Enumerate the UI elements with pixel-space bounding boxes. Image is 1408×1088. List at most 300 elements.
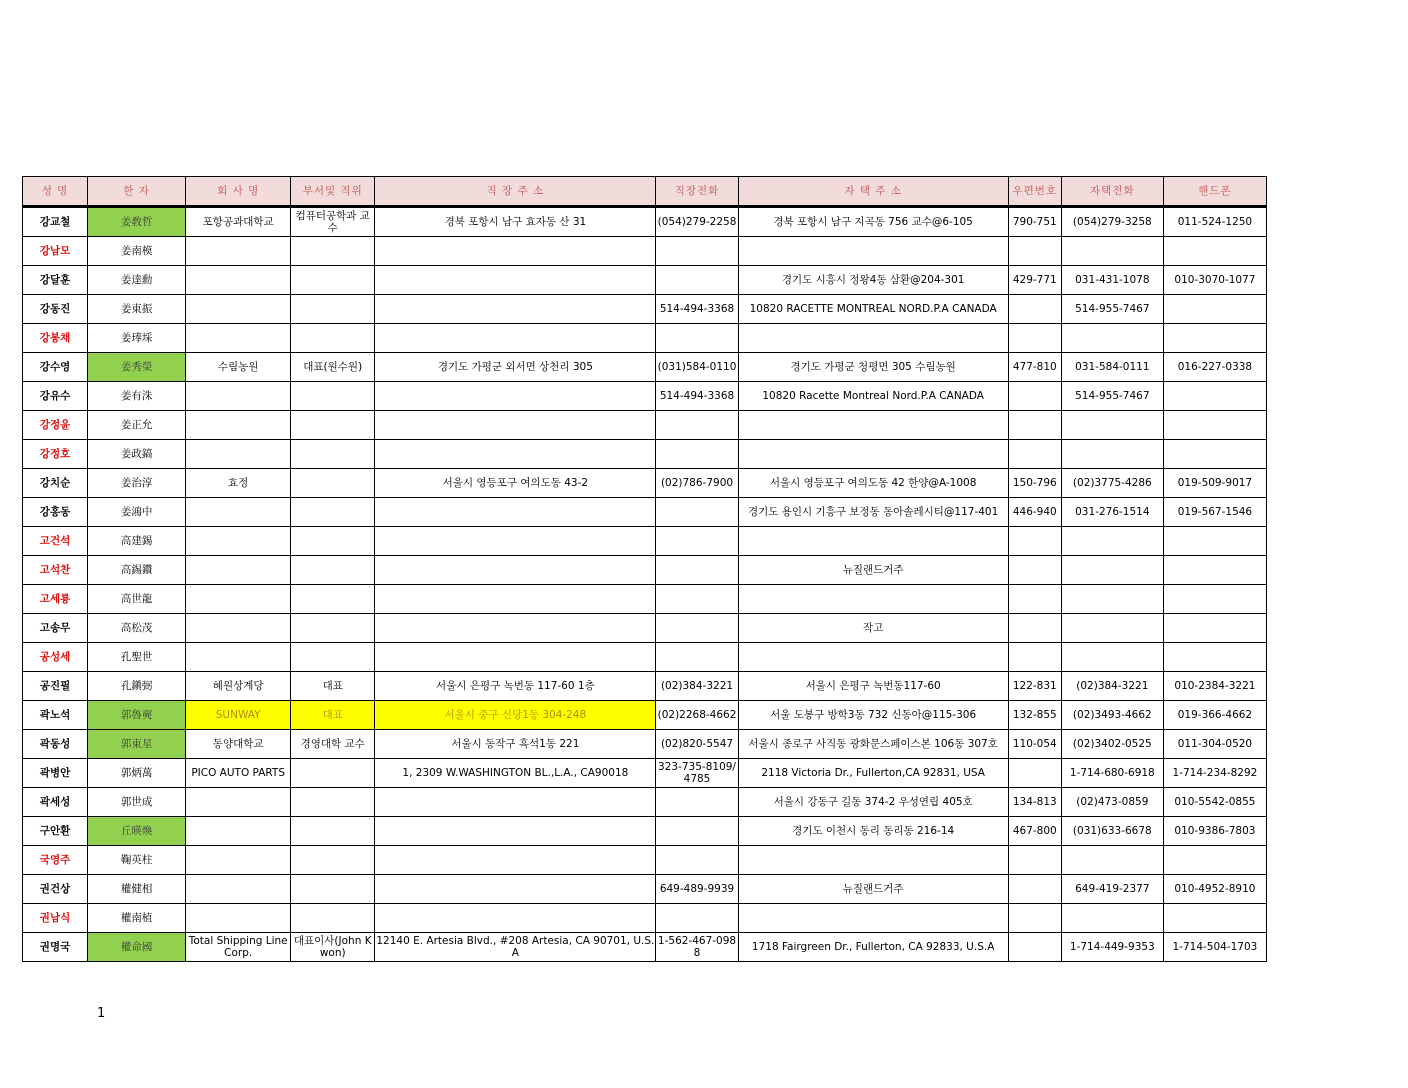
table-row — [23, 875, 1267, 904]
hanja-cell: 姜敎哲 — [88, 207, 186, 237]
work-address-cell — [375, 875, 656, 904]
name-cell: 고송무 — [23, 614, 88, 643]
company-cell — [186, 266, 291, 295]
home-phone-cell — [1061, 846, 1163, 875]
mobile-cell — [1163, 904, 1266, 933]
work-address-cell — [375, 846, 656, 875]
company-cell — [186, 846, 291, 875]
table-row — [23, 440, 1267, 469]
zip-cell — [1008, 846, 1061, 875]
home-phone-cell: 031-431-1078 — [1061, 266, 1163, 295]
table-row — [23, 527, 1267, 556]
dept-cell: 대표 — [291, 672, 375, 701]
work-address-cell: 1, 2309 W.WASHINGTON BL.,L.A., CA90018 — [375, 759, 656, 788]
mobile-cell — [1163, 846, 1266, 875]
hanja-cell: 高錫鑽 — [88, 556, 186, 585]
name-cell: 고건석 — [23, 527, 88, 556]
dept-cell: 대표(원수원) — [291, 353, 375, 382]
home-address-cell — [738, 324, 1008, 353]
table-row — [23, 469, 1267, 498]
table-row — [23, 382, 1267, 411]
dept-cell — [291, 266, 375, 295]
work-address-cell — [375, 295, 656, 324]
dept-cell — [291, 585, 375, 614]
zip-cell: 790-751 — [1008, 207, 1061, 237]
company-cell: 포항공과대학교 — [186, 207, 291, 237]
dept-cell — [291, 643, 375, 672]
name-cell: 고석찬 — [23, 556, 88, 585]
mobile-cell — [1163, 614, 1266, 643]
dept-cell — [291, 440, 375, 469]
home-phone-cell — [1061, 904, 1163, 933]
home-address-cell: 경기도 용인시 기흥구 보정동 동아솔레시티@117-401 — [738, 498, 1008, 527]
contact-table — [22, 176, 1267, 962]
mobile-cell: 010-4952-8910 — [1163, 875, 1266, 904]
company-cell — [186, 237, 291, 266]
company-cell: 효정 — [186, 469, 291, 498]
work-phone-cell — [656, 324, 738, 353]
mobile-cell: 011-524-1250 — [1163, 207, 1266, 237]
name-cell: 곽노석 — [23, 701, 88, 730]
table-row — [23, 556, 1267, 585]
home-address-cell: 서울시 종로구 사직동 광화문스페이스본 106동 307호 — [738, 730, 1008, 759]
work-address-cell — [375, 904, 656, 933]
zip-cell — [1008, 440, 1061, 469]
dept-cell — [291, 817, 375, 846]
zip-cell: 134-813 — [1008, 788, 1061, 817]
home-address-cell: 뉴질랜드거주 — [738, 556, 1008, 585]
table-row — [23, 295, 1267, 324]
table-body — [23, 207, 1267, 962]
dept-cell: 경영대학 교수 — [291, 730, 375, 759]
zip-cell — [1008, 324, 1061, 353]
dept-cell — [291, 614, 375, 643]
header-mobile: 핸드폰 — [1163, 177, 1266, 207]
mobile-cell — [1163, 237, 1266, 266]
company-cell: 수림농원 — [186, 353, 291, 382]
name-cell: 강달훈 — [23, 266, 88, 295]
work-phone-cell: (054)279-2258 — [656, 207, 738, 237]
home-address-cell: 작고 — [738, 614, 1008, 643]
table-row — [23, 585, 1267, 614]
dept-cell — [291, 411, 375, 440]
name-cell: 공성세 — [23, 643, 88, 672]
table-row — [23, 817, 1267, 846]
home-phone-cell — [1061, 411, 1163, 440]
dept-cell: 대표 — [291, 701, 375, 730]
table-row — [23, 207, 1267, 237]
company-cell — [186, 788, 291, 817]
home-address-cell: 서울시 강동구 길동 374-2 우성연립 405호 — [738, 788, 1008, 817]
home-phone-cell: (02)384-3221 — [1061, 672, 1163, 701]
mobile-cell — [1163, 643, 1266, 672]
home-address-cell — [738, 585, 1008, 614]
header-work-address: 직 장 주 소 — [375, 177, 656, 207]
page-number: 1 — [97, 1006, 106, 1021]
company-cell: PICO AUTO PARTS — [186, 759, 291, 788]
company-cell — [186, 875, 291, 904]
work-phone-cell — [656, 846, 738, 875]
name-cell: 강봉채 — [23, 324, 88, 353]
mobile-cell — [1163, 382, 1266, 411]
work-address-cell: 경기도 가평군 외서면 상천리 305 — [375, 353, 656, 382]
header-company: 회 사 명 — [186, 177, 291, 207]
zip-cell: 446-940 — [1008, 498, 1061, 527]
table-row — [23, 498, 1267, 527]
home-phone-cell: 031-584-0111 — [1061, 353, 1163, 382]
dept-cell — [291, 324, 375, 353]
home-address-cell: 서울시 은평구 녹번동117-60 — [738, 672, 1008, 701]
header-home-phone: 자택전화 — [1061, 177, 1163, 207]
table-row — [23, 266, 1267, 295]
table-row — [23, 730, 1267, 759]
table-row — [23, 788, 1267, 817]
table-row — [23, 643, 1267, 672]
company-cell — [186, 527, 291, 556]
home-phone-cell: (02)473-0859 — [1061, 788, 1163, 817]
home-phone-cell: (054)279-3258 — [1061, 207, 1163, 237]
zip-cell — [1008, 585, 1061, 614]
table-row — [23, 324, 1267, 353]
name-cell: 강동진 — [23, 295, 88, 324]
company-cell — [186, 498, 291, 527]
home-phone-cell — [1061, 440, 1163, 469]
dept-cell — [291, 382, 375, 411]
work-phone-cell: (02)384-3221 — [656, 672, 738, 701]
table-row — [23, 701, 1267, 730]
dept-cell — [291, 846, 375, 875]
home-address-cell: 서울시 영등포구 여의도동 42 한양@A-1008 — [738, 469, 1008, 498]
work-address-cell — [375, 585, 656, 614]
work-address-cell: 12140 E. Artesia Blvd., #208 Artesia, CA 90701, U.S.A — [375, 933, 656, 962]
name-cell: 곽병안 — [23, 759, 88, 788]
mobile-cell: 019-567-1546 — [1163, 498, 1266, 527]
name-cell: 강남모 — [23, 237, 88, 266]
work-phone-cell — [656, 237, 738, 266]
mobile-cell — [1163, 585, 1266, 614]
zip-cell — [1008, 933, 1061, 962]
dept-cell — [291, 498, 375, 527]
name-cell: 곽동성 — [23, 730, 88, 759]
work-phone-cell — [656, 527, 738, 556]
table-row — [23, 759, 1267, 788]
work-address-cell — [375, 643, 656, 672]
work-phone-cell — [656, 904, 738, 933]
work-phone-cell — [656, 440, 738, 469]
home-phone-cell — [1061, 585, 1163, 614]
home-phone-cell: (031)633-6678 — [1061, 817, 1163, 846]
name-cell: 강정호 — [23, 440, 88, 469]
table-row — [23, 672, 1267, 701]
home-address-cell — [738, 440, 1008, 469]
home-phone-cell — [1061, 614, 1163, 643]
work-phone-cell — [656, 788, 738, 817]
home-phone-cell — [1061, 643, 1163, 672]
dept-cell — [291, 469, 375, 498]
name-cell: 강치순 — [23, 469, 88, 498]
mobile-cell: 1-714-504-1703 — [1163, 933, 1266, 962]
home-phone-cell: 1-714-680-6918 — [1061, 759, 1163, 788]
dept-cell: 대표이사(John Kwon) — [291, 933, 375, 962]
work-address-cell — [375, 237, 656, 266]
work-address-cell — [375, 527, 656, 556]
zip-cell: 477-810 — [1008, 353, 1061, 382]
home-address-cell: 경기도 가평군 청평면 305 수림농원 — [738, 353, 1008, 382]
work-address-cell — [375, 411, 656, 440]
work-address-cell: 서울시 중구 신당1동 304-248 — [375, 701, 656, 730]
dept-cell — [291, 237, 375, 266]
home-address-cell — [738, 904, 1008, 933]
hanja-cell: 姜琫埰 — [88, 324, 186, 353]
home-address-cell — [738, 527, 1008, 556]
home-phone-cell: (02)3493-4662 — [1061, 701, 1163, 730]
home-phone-cell: 031-276-1514 — [1061, 498, 1163, 527]
home-address-cell: 2118 Victoria Dr., Fullerton,CA 92831, USA — [738, 759, 1008, 788]
company-cell — [186, 614, 291, 643]
name-cell: 권남식 — [23, 904, 88, 933]
work-phone-cell — [656, 266, 738, 295]
company-cell — [186, 585, 291, 614]
mobile-cell — [1163, 411, 1266, 440]
header-work-phone: 직장전화 — [656, 177, 738, 207]
work-phone-cell: (02)820-5547 — [656, 730, 738, 759]
home-address-cell: 경기도 시흥시 정왕4동 삼환@204-301 — [738, 266, 1008, 295]
table-row — [23, 411, 1267, 440]
hanja-cell: 姜正允 — [88, 411, 186, 440]
company-cell — [186, 324, 291, 353]
home-phone-cell: (02)3775-4286 — [1061, 469, 1163, 498]
work-phone-cell — [656, 643, 738, 672]
company-cell — [186, 411, 291, 440]
company-cell — [186, 295, 291, 324]
zip-cell — [1008, 643, 1061, 672]
work-phone-cell: 649-489-9939 — [656, 875, 738, 904]
hanja-cell: 高松茂 — [88, 614, 186, 643]
hanja-cell: 權南植 — [88, 904, 186, 933]
company-cell: 동양대학교 — [186, 730, 291, 759]
mobile-cell: 010-9386-7803 — [1163, 817, 1266, 846]
mobile-cell — [1163, 295, 1266, 324]
company-cell: SUNWAY — [186, 701, 291, 730]
work-address-cell — [375, 556, 656, 585]
home-phone-cell: 514-955-7467 — [1061, 295, 1163, 324]
company-cell: 혜원상계당 — [186, 672, 291, 701]
header-row — [23, 177, 1267, 207]
name-cell: 권건상 — [23, 875, 88, 904]
hanja-cell: 姜達勳 — [88, 266, 186, 295]
company-cell — [186, 904, 291, 933]
zip-cell — [1008, 295, 1061, 324]
hanja-cell: 姜南模 — [88, 237, 186, 266]
zip-cell — [1008, 875, 1061, 904]
hanja-cell: 郭東星 — [88, 730, 186, 759]
dept-cell — [291, 788, 375, 817]
work-address-cell — [375, 788, 656, 817]
work-address-cell: 서울시 동작구 흑석1동 221 — [375, 730, 656, 759]
company-cell — [186, 817, 291, 846]
home-phone-cell: 514-955-7467 — [1061, 382, 1163, 411]
zip-cell — [1008, 237, 1061, 266]
work-phone-cell — [656, 614, 738, 643]
header-zip: 우편번호 — [1008, 177, 1061, 207]
company-cell — [186, 440, 291, 469]
name-cell: 고세룡 — [23, 585, 88, 614]
zip-cell: 132-855 — [1008, 701, 1061, 730]
table-row — [23, 353, 1267, 382]
home-phone-cell — [1061, 527, 1163, 556]
home-phone-cell: 649-419-2377 — [1061, 875, 1163, 904]
dept-cell: 컴퓨터공학과 교수 — [291, 207, 375, 237]
home-address-cell — [738, 846, 1008, 875]
name-cell: 공진필 — [23, 672, 88, 701]
dept-cell — [291, 904, 375, 933]
dept-cell — [291, 875, 375, 904]
zip-cell — [1008, 556, 1061, 585]
work-address-cell — [375, 498, 656, 527]
name-cell: 강홍동 — [23, 498, 88, 527]
zip-cell — [1008, 382, 1061, 411]
work-phone-cell — [656, 411, 738, 440]
mobile-cell: 011-304-0520 — [1163, 730, 1266, 759]
home-phone-cell — [1061, 237, 1163, 266]
zip-cell — [1008, 411, 1061, 440]
dept-cell — [291, 295, 375, 324]
zip-cell: 467-800 — [1008, 817, 1061, 846]
mobile-cell: 010-5542-0855 — [1163, 788, 1266, 817]
home-address-cell: 서울 도봉구 방학3동 732 신동아@115-306 — [738, 701, 1008, 730]
mobile-cell: 010-3070-1077 — [1163, 266, 1266, 295]
work-address-cell: 경북 포항시 남구 효자동 산 31 — [375, 207, 656, 237]
header-dept: 부서및 직위 — [291, 177, 375, 207]
home-phone-cell: (02)3402-0525 — [1061, 730, 1163, 759]
work-phone-cell — [656, 556, 738, 585]
header-home-address: 자 택 주 소 — [738, 177, 1008, 207]
dept-cell — [291, 759, 375, 788]
work-address-cell: 서울시 은평구 녹번동 117-60 1층 — [375, 672, 656, 701]
table-row — [23, 237, 1267, 266]
name-cell: 구안환 — [23, 817, 88, 846]
hanja-cell: 姜秀榮 — [88, 353, 186, 382]
home-phone-cell — [1061, 556, 1163, 585]
mobile-cell — [1163, 527, 1266, 556]
work-phone-cell — [656, 498, 738, 527]
home-address-cell: 경북 포항시 남구 지곡동 756 교수@6-105 — [738, 207, 1008, 237]
name-cell: 강교철 — [23, 207, 88, 237]
mobile-cell — [1163, 556, 1266, 585]
work-address-cell — [375, 614, 656, 643]
home-address-cell: 1718 Fairgreen Dr., Fullerton, CA 92833, U.S.A — [738, 933, 1008, 962]
work-address-cell — [375, 324, 656, 353]
company-cell: Total Shipping Line Corp. — [186, 933, 291, 962]
home-address-cell: 10820 RACETTE MONTREAL NORD.P.A CANADA — [738, 295, 1008, 324]
zip-cell: 429-771 — [1008, 266, 1061, 295]
table-row — [23, 933, 1267, 962]
zip-cell: 122-831 — [1008, 672, 1061, 701]
work-phone-cell: 514-494-3368 — [656, 295, 738, 324]
hanja-cell: 姜鴻中 — [88, 498, 186, 527]
mobile-cell: 016-227-0338 — [1163, 353, 1266, 382]
company-cell — [186, 382, 291, 411]
hanja-cell: 郭炳萬 — [88, 759, 186, 788]
work-phone-cell: 1-562-467-0988 — [656, 933, 738, 962]
name-cell: 강수영 — [23, 353, 88, 382]
home-address-cell: 뉴질랜드거주 — [738, 875, 1008, 904]
hanja-cell: 孔聖世 — [88, 643, 186, 672]
dept-cell — [291, 556, 375, 585]
mobile-cell: 1-714-234-8292 — [1163, 759, 1266, 788]
work-phone-cell: 514-494-3368 — [656, 382, 738, 411]
dept-cell — [291, 527, 375, 556]
zip-cell: 110-054 — [1008, 730, 1061, 759]
mobile-cell: 010-2384-3221 — [1163, 672, 1266, 701]
mobile-cell: 019-509-9017 — [1163, 469, 1266, 498]
home-phone-cell — [1061, 324, 1163, 353]
name-cell: 강정윤 — [23, 411, 88, 440]
mobile-cell — [1163, 440, 1266, 469]
name-cell: 강유수 — [23, 382, 88, 411]
name-cell: 곽세성 — [23, 788, 88, 817]
work-phone-cell: (02)2268-4662 — [656, 701, 738, 730]
work-phone-cell: (031)584-0110 — [656, 353, 738, 382]
mobile-cell: 019-366-4662 — [1163, 701, 1266, 730]
zip-cell — [1008, 527, 1061, 556]
work-phone-cell — [656, 817, 738, 846]
hanja-cell: 高建錫 — [88, 527, 186, 556]
hanja-cell: 鞠英柱 — [88, 846, 186, 875]
company-cell — [186, 556, 291, 585]
header-hanja: 한 자 — [88, 177, 186, 207]
work-address-cell: 서울시 영등포구 여의도동 43-2 — [375, 469, 656, 498]
name-cell: 권명국 — [23, 933, 88, 962]
hanja-cell: 姜東振 — [88, 295, 186, 324]
zip-cell: 150-796 — [1008, 469, 1061, 498]
name-cell: 국영주 — [23, 846, 88, 875]
zip-cell — [1008, 759, 1061, 788]
home-address-cell — [738, 237, 1008, 266]
work-address-cell — [375, 817, 656, 846]
zip-cell — [1008, 904, 1061, 933]
home-address-cell — [738, 643, 1008, 672]
zip-cell — [1008, 614, 1061, 643]
work-address-cell — [375, 266, 656, 295]
hanja-cell: 高世龍 — [88, 585, 186, 614]
hanja-cell: 姜有洙 — [88, 382, 186, 411]
table-row — [23, 904, 1267, 933]
home-address-cell: 경기도 이천시 동리 동리동 216-14 — [738, 817, 1008, 846]
table-row — [23, 614, 1267, 643]
home-address-cell: 10820 Racette Montreal Nord.P.A CANADA — [738, 382, 1008, 411]
work-phone-cell: 323-735-8109/4785 — [656, 759, 738, 788]
home-phone-cell: 1-714-449-9353 — [1061, 933, 1163, 962]
work-address-cell — [375, 440, 656, 469]
mobile-cell — [1163, 324, 1266, 353]
hanja-cell: 丘暎煥 — [88, 817, 186, 846]
work-phone-cell — [656, 585, 738, 614]
work-phone-cell: (02)786-7900 — [656, 469, 738, 498]
hanja-cell: 姜治淳 — [88, 469, 186, 498]
hanja-cell: 姜政鎬 — [88, 440, 186, 469]
hanja-cell: 孔鎭弼 — [88, 672, 186, 701]
hanja-cell: 權健相 — [88, 875, 186, 904]
header-name: 성 명 — [23, 177, 88, 207]
table-row — [23, 846, 1267, 875]
hanja-cell: 權命國 — [88, 933, 186, 962]
hanja-cell: 郭魯奭 — [88, 701, 186, 730]
home-address-cell — [738, 411, 1008, 440]
hanja-cell: 郭世成 — [88, 788, 186, 817]
company-cell — [186, 643, 291, 672]
work-address-cell — [375, 382, 656, 411]
